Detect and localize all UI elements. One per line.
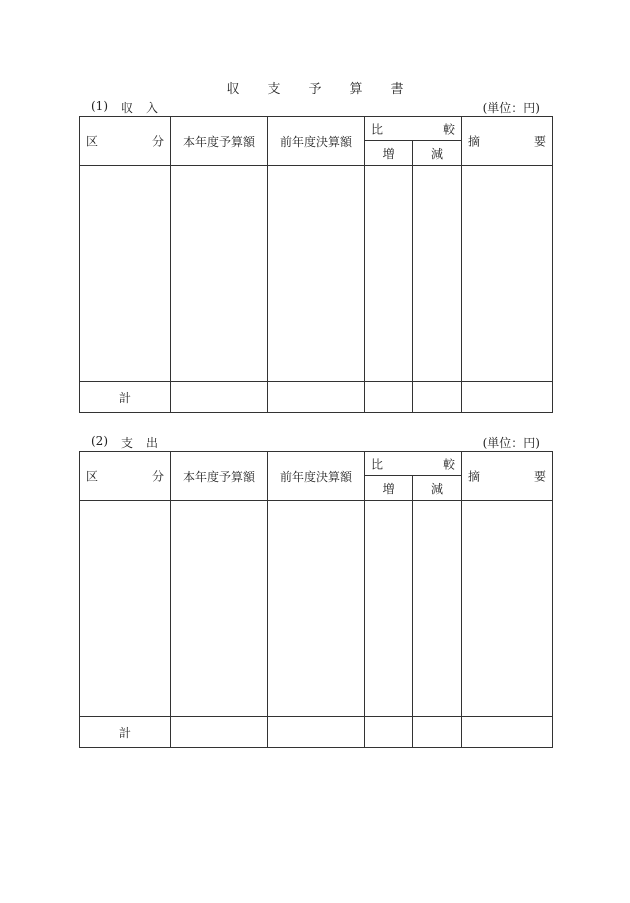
header-summary-left: 摘	[468, 134, 481, 149]
header-increase: 増	[365, 476, 413, 501]
total-summary[interactable]	[462, 717, 553, 748]
section-label-char: 出	[146, 436, 159, 450]
total-label: 計	[80, 382, 171, 413]
income-table	[79, 116, 553, 413]
header-comparison-left: 比	[371, 122, 384, 136]
section-label	[121, 434, 171, 451]
cell-kubun[interactable]	[80, 501, 171, 717]
cell-previous-settlement[interactable]	[268, 501, 365, 717]
expense-table	[79, 451, 553, 748]
section-label-char: 入	[146, 101, 159, 115]
header-increase: 増	[365, 141, 413, 166]
header-previous-settlement: 前年度決算額	[268, 117, 365, 166]
total-row	[80, 382, 553, 413]
header-comparison-left: 比	[371, 457, 384, 471]
title-char: 予	[308, 82, 322, 97]
title-char: 支	[267, 82, 281, 97]
cell-increase[interactable]	[365, 166, 413, 382]
header-kubun-right: 分	[151, 134, 164, 149]
section-number: (1)	[91, 99, 108, 113]
unit-label: (単位：円)	[482, 436, 540, 450]
header-kubun-left: 区	[86, 134, 99, 149]
header-summary	[462, 117, 553, 166]
total-row	[80, 717, 553, 748]
total-increase[interactable]	[365, 717, 413, 748]
total-previous-settlement[interactable]	[268, 717, 365, 748]
total-decrease[interactable]	[413, 717, 462, 748]
cell-summary[interactable]	[462, 501, 553, 717]
section-number: (2)	[91, 434, 108, 448]
section-label-char: 支	[121, 436, 134, 450]
header-comparison	[365, 452, 462, 476]
header-summary-left: 摘	[468, 469, 481, 484]
total-previous-settlement[interactable]	[268, 382, 365, 413]
cell-kubun[interactable]	[80, 166, 171, 382]
total-label: 計	[80, 717, 171, 748]
total-summary[interactable]	[462, 382, 553, 413]
header-current-budget: 本年度予算額	[171, 452, 268, 501]
expense-section-header	[79, 434, 552, 450]
header-decrease: 減	[413, 141, 462, 166]
cell-current-budget[interactable]	[171, 501, 268, 717]
header-kubun-left: 区	[86, 469, 99, 484]
section-label	[121, 99, 171, 116]
total-current-budget[interactable]	[171, 382, 268, 413]
header-current-budget: 本年度予算額	[171, 117, 268, 166]
cell-current-budget[interactable]	[171, 166, 268, 382]
header-kubun-right: 分	[151, 469, 164, 484]
total-increase[interactable]	[365, 382, 413, 413]
table-row	[80, 166, 553, 382]
income-section-header	[79, 99, 552, 115]
header-comparison	[365, 117, 462, 141]
section-label-char: 収	[121, 101, 134, 115]
cell-summary[interactable]	[462, 166, 553, 382]
header-comparison-right: 較	[442, 457, 455, 471]
cell-decrease[interactable]	[413, 166, 462, 382]
header-summary-right: 要	[533, 134, 546, 149]
title-char: 算	[349, 82, 363, 97]
cell-previous-settlement[interactable]	[268, 166, 365, 382]
unit-label: (単位：円)	[482, 101, 540, 115]
header-decrease: 減	[413, 476, 462, 501]
title-char: 収	[226, 82, 240, 97]
total-current-budget[interactable]	[171, 717, 268, 748]
header-summary	[462, 452, 553, 501]
header-kubun	[80, 117, 171, 166]
document-title	[0, 78, 630, 97]
total-decrease[interactable]	[413, 382, 462, 413]
header-comparison-right: 較	[442, 122, 455, 136]
cell-decrease[interactable]	[413, 501, 462, 717]
cell-increase[interactable]	[365, 501, 413, 717]
header-previous-settlement: 前年度決算額	[268, 452, 365, 501]
header-summary-right: 要	[533, 469, 546, 484]
table-row	[80, 501, 553, 717]
header-kubun	[80, 452, 171, 501]
title-char: 書	[390, 82, 404, 97]
